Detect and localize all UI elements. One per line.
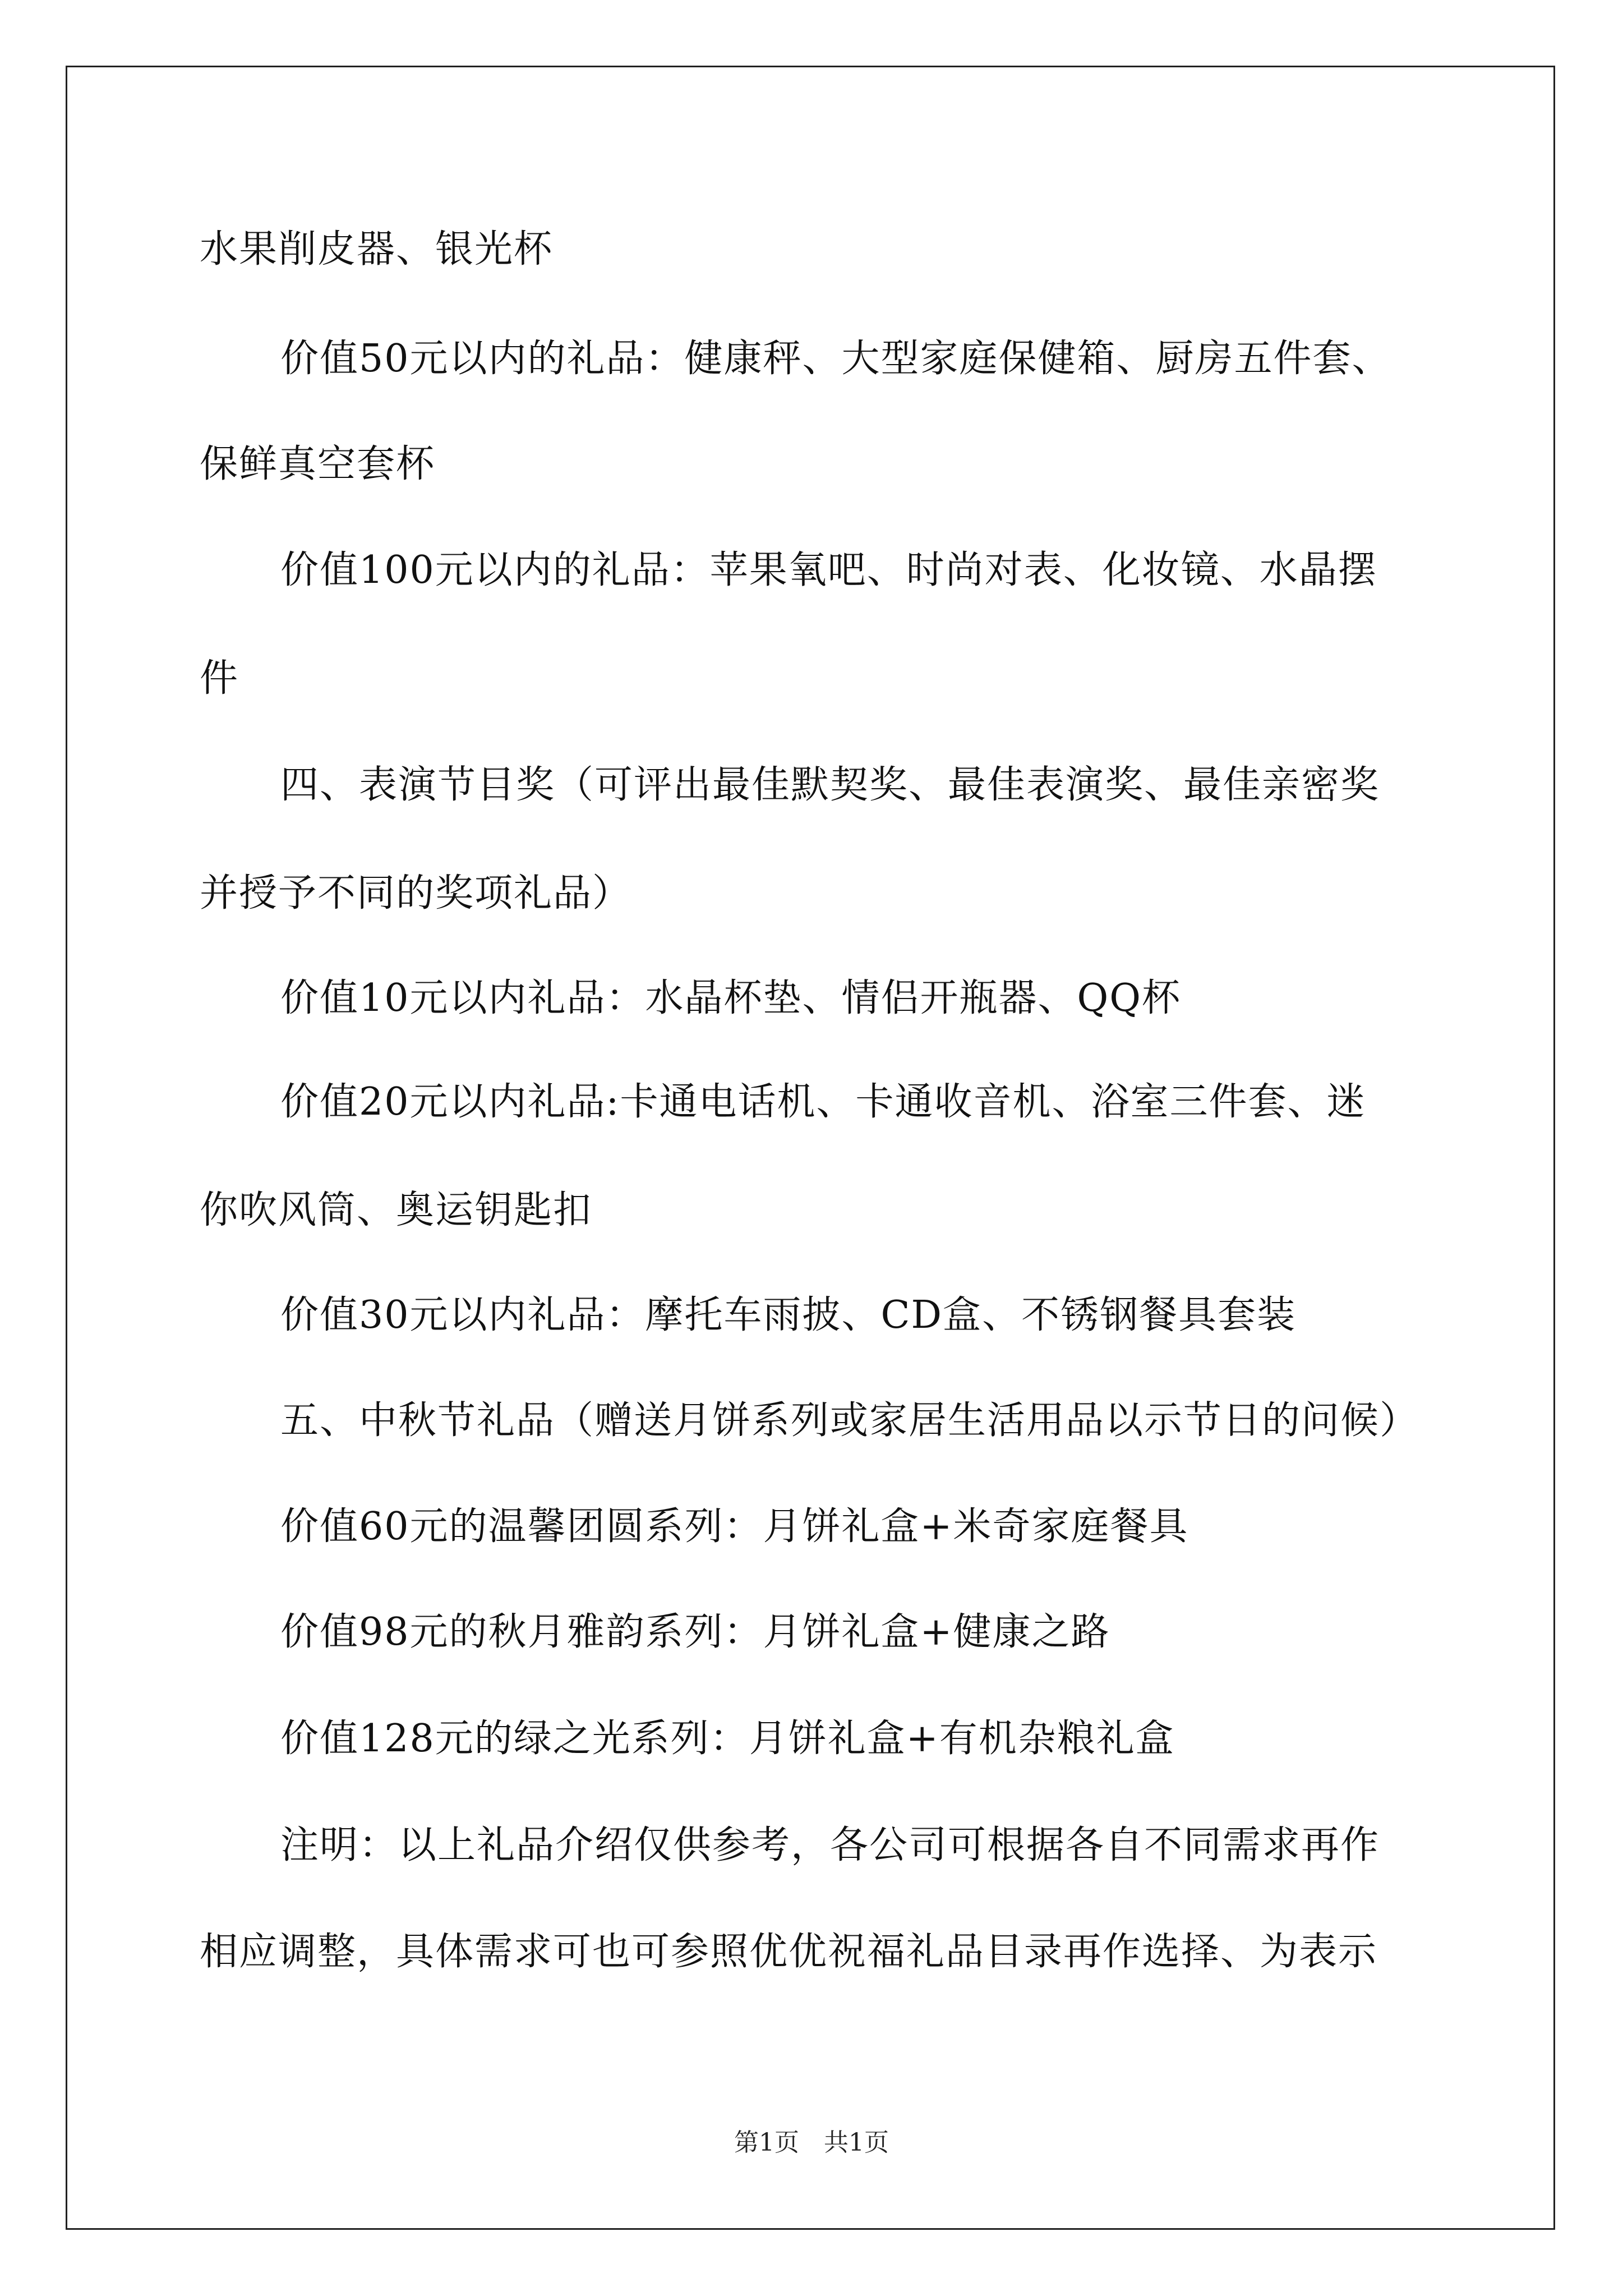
text-line-14: 价值98元的秋月雅韵系列：月饼礼盒+健康之路 xyxy=(280,1610,1110,1654)
text-line-4: 价值100元以内的礼品：苹果氧吧、时尚对表、化妆镜、水晶摆 xyxy=(280,548,1377,592)
text-line-17: 相应调整，具体需求可也可参照优优祝福礼品目录再作选择、为表示 xyxy=(200,1930,1378,1974)
text-line-7: 并授予不同的奖项礼品） xyxy=(200,871,632,915)
text-line-6: 四、表演节目奖（可评出最佳默契奖、最佳表演奖、最佳亲密奖 xyxy=(280,763,1380,807)
text-line-8: 价值10元以内礼品：水晶杯垫、情侣开瓶器、QQ杯 xyxy=(280,976,1182,1020)
page-number-footer: 第1页 共1页 xyxy=(734,2128,889,2157)
text-line-12: 五、中秋节礼品（赠送月饼系列或家居生活用品以示节日的问候） xyxy=(280,1398,1419,1443)
text-line-9: 价值20元以内礼品:卡通电话机、卡通收音机、浴室三件套、迷 xyxy=(280,1080,1366,1124)
text-line-15: 价值128元的绿之光系列：月饼礼盒+有机杂粮礼盒 xyxy=(280,1717,1175,1761)
page-border xyxy=(66,66,1555,2230)
text-line-3: 保鲜真空套杯 xyxy=(200,442,436,486)
text-line-5: 件 xyxy=(200,656,239,701)
text-line-13: 价值60元的温馨团圆系列：月饼礼盒+米奇家庭餐具 xyxy=(280,1504,1189,1549)
text-line-16: 注明：以上礼品介绍仅供参考，各公司可根据各自不同需求再作 xyxy=(280,1823,1380,1867)
text-line-11: 价值30元以内礼品：摩托车雨披、CD盒、不锈钢餐具套装 xyxy=(280,1293,1297,1337)
text-line-10: 你吹风筒、奥运钥匙扣 xyxy=(200,1188,593,1232)
text-line-2: 价值50元以内的礼品：健康秤、大型家庭保健箱、厨房五件套、 xyxy=(280,337,1391,381)
text-line-1: 水果削皮器、银光杯 xyxy=(200,227,554,272)
